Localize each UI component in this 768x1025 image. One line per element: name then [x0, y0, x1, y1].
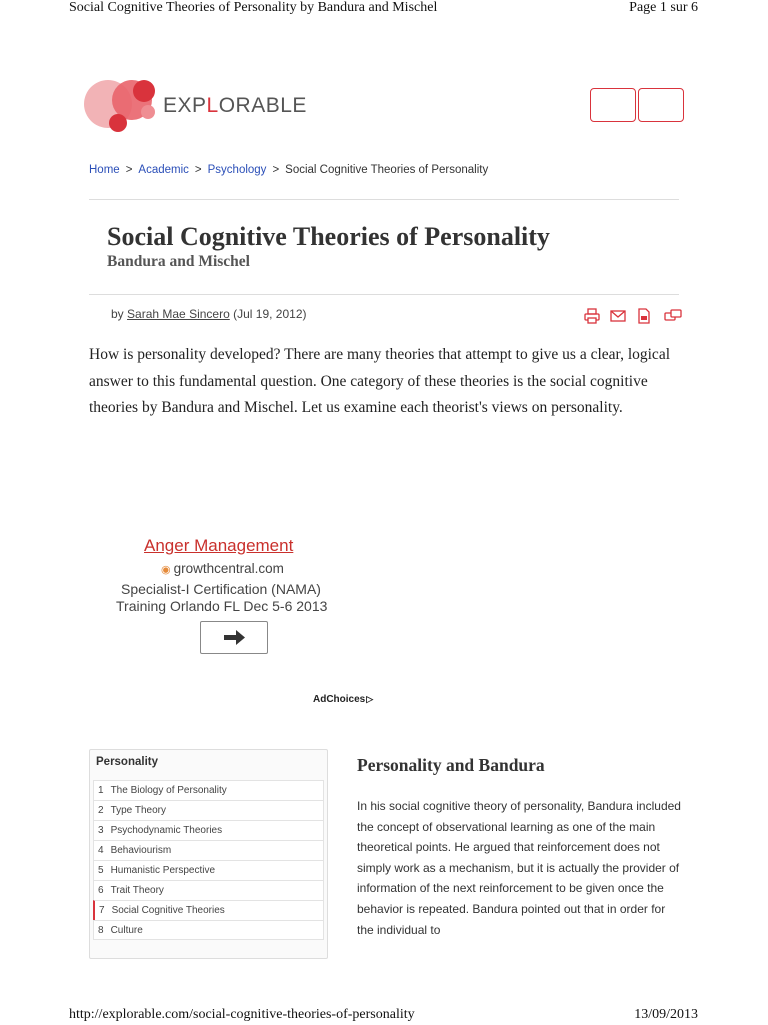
breadcrumb-home[interactable]: Home	[89, 164, 120, 176]
print-footer	[69, 1007, 698, 1025]
section-body: In his social cognitive theory of personality, Bandura included the concept of observational learning as one of the main theoretical points. He argued that reinforcement does not simply work as a mechanism, but it is actually the provider of information of the next reinforcement to be given once the behavior is repeated. Bandura pointed out that in order for the individual to	[357, 799, 681, 937]
table-of-contents	[89, 749, 328, 959]
print-footer-url: http://explorable.com/social-cognitive-theories-of-personality	[69, 1007, 415, 1022]
toc-item-number: 7	[99, 905, 105, 916]
print-header-title: Social Cognitive Theories of Personality by Bandura and Mischel	[69, 0, 438, 15]
toc-item-label: Psychodynamic Theories	[110, 825, 223, 836]
print-icon[interactable]	[584, 308, 600, 324]
toc-item-label: Trait Theory	[110, 885, 164, 896]
logo-accent: L	[206, 94, 219, 117]
toc-item-label: Social Cognitive Theories	[111, 905, 225, 916]
toc-item-number: 4	[98, 845, 104, 856]
byline	[111, 307, 307, 321]
toc-item-label: The Biology of Personality	[110, 785, 227, 796]
toc-item-label: Humanistic Perspective	[110, 865, 216, 876]
toc-item[interactable]	[93, 920, 324, 940]
logo-prefix: EXP	[163, 94, 207, 117]
breadcrumb-academic[interactable]: Academic	[138, 164, 189, 176]
toc-item[interactable]	[93, 820, 324, 840]
page-title: Social Cognitive Theories of Personality	[107, 222, 550, 251]
article-tools	[584, 308, 684, 326]
page-number: Page 1 sur 6	[629, 0, 698, 15]
globe-icon: ◉	[161, 564, 171, 576]
toc-item[interactable]	[93, 800, 324, 820]
ad-title-link[interactable]: Anger Management	[144, 536, 294, 555]
publish-date: (Jul 19, 2012)	[233, 307, 307, 321]
print-header	[69, 0, 698, 18]
toc-item-label: Culture	[110, 925, 143, 936]
breadcrumb	[89, 164, 488, 176]
section-title: Personality and Bandura	[357, 755, 545, 775]
pdf-icon[interactable]	[636, 308, 652, 324]
toc-item-label: Behaviourism	[110, 845, 172, 856]
breadcrumb-separator: >	[272, 164, 280, 176]
divider	[89, 199, 679, 200]
toc-item-label: Type Theory	[110, 805, 166, 816]
toc-item[interactable]	[93, 780, 324, 800]
toc-heading: Personality	[96, 756, 158, 768]
toc-item[interactable]	[93, 840, 324, 860]
adchoices-link[interactable]	[313, 694, 373, 705]
email-icon[interactable]	[610, 308, 626, 324]
header-button-1[interactable]	[590, 88, 636, 122]
logo-wordmark[interactable]	[163, 94, 307, 118]
toc-item-number: 2	[98, 805, 104, 816]
print-footer-date: 13/09/2013	[634, 1007, 698, 1022]
ad-domain[interactable]	[161, 561, 284, 576]
breadcrumb-separator: >	[125, 164, 133, 176]
toc-item-number: 8	[98, 925, 104, 936]
toc-item-number: 1	[98, 785, 104, 796]
breadcrumb-psychology[interactable]: Psychology	[207, 164, 267, 176]
translate-icon[interactable]	[664, 308, 682, 324]
page-subtitle: Bandura and Mischel	[107, 253, 250, 270]
toc-item[interactable]	[93, 860, 324, 880]
breadcrumb-current: Social Cognitive Theories of Personality	[285, 164, 489, 176]
toc-item-active[interactable]	[93, 900, 324, 920]
ad-text-line: Specialist-I Certification (NAMA)	[121, 581, 321, 597]
ad-text-line: Training Orlando FL Dec 5-6 2013	[116, 598, 328, 614]
breadcrumb-separator: >	[194, 164, 202, 176]
intro-paragraph: How is personality developed? There are many theories that attempt to give us a clear, logical answer to this fundamental question. One category of these theories is the social cognitive theories by Bandura and Mischel. Let us examine each theorist's views on personality.	[89, 346, 671, 416]
toc-item-number: 3	[98, 825, 104, 836]
toc-item-number: 5	[98, 865, 104, 876]
ad-go-button[interactable]	[200, 621, 268, 654]
logo-suffix: ORABLE	[218, 94, 307, 117]
header-button-2[interactable]	[638, 88, 684, 122]
adchoices-text: AdChoices	[313, 694, 366, 705]
author-link[interactable]: Sarah Mae Sincero	[127, 307, 230, 321]
divider	[89, 294, 679, 295]
adchoices-icon: ▷	[366, 694, 374, 704]
toc-item-number: 6	[98, 885, 104, 896]
ad-domain-text: growthcentral.com	[173, 561, 284, 576]
toc-list	[93, 780, 324, 940]
toc-item[interactable]	[93, 880, 324, 900]
by-label: by	[111, 307, 124, 321]
arrow-right-icon	[201, 622, 267, 653]
